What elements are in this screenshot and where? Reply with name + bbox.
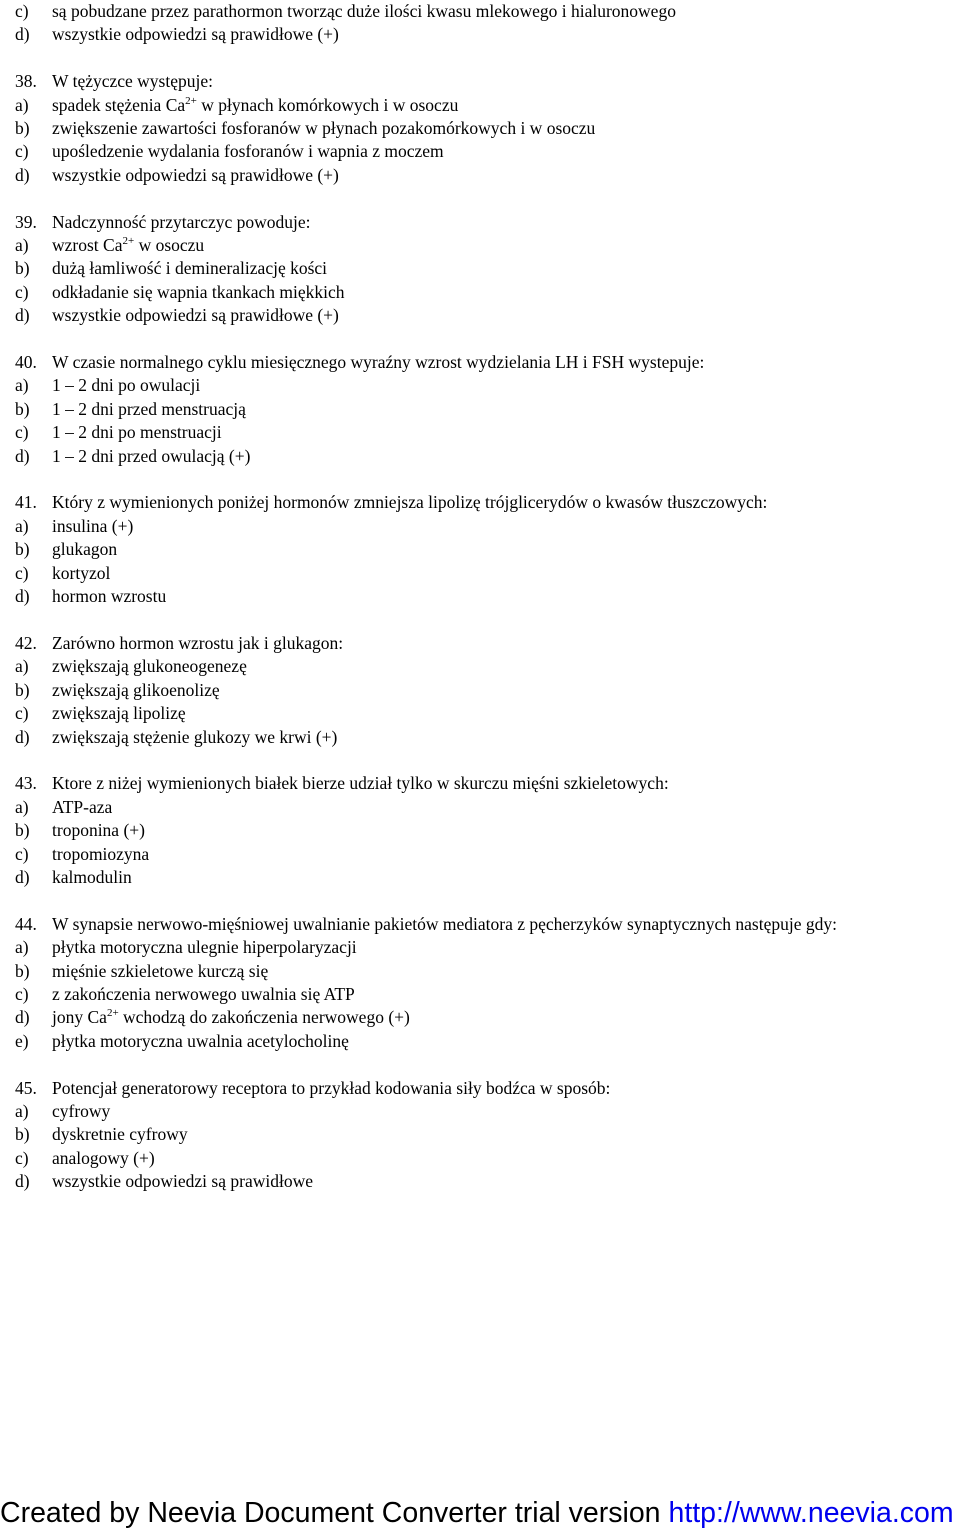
question-stem: Ktore z niżej wymienionych białek bierze udział tylko w skurczu mięśni szkieletowych: <box>52 773 669 794</box>
option-label: a) <box>15 1100 29 1121</box>
answer-option <box>15 538 945 561</box>
option-text: wzrost $Ca^{2+}$ w osoczu <box>52 235 205 256</box>
option-text: jony $Ca^{2+}$ wchodzą do zakończenia nerwowego (+) <box>52 1007 410 1028</box>
option-text: spadek stężenia $Ca^{2+}$ w płynach komórkowych i w osoczu <box>52 94 459 115</box>
answer-option <box>15 281 945 304</box>
option-label: b) <box>15 398 30 419</box>
answer-option <box>15 94 945 117</box>
option-label: b) <box>15 960 30 981</box>
option-text: mięśnie szkieletowe kurczą się <box>52 960 269 981</box>
option-label: a) <box>15 515 29 536</box>
option-label: c) <box>15 1 29 21</box>
answer-option <box>15 702 945 725</box>
option-label: b) <box>15 820 30 841</box>
option-text: troponina (+) <box>52 820 145 841</box>
option-label: c) <box>15 843 29 864</box>
answer-option <box>15 374 945 397</box>
option-label: d) <box>15 1007 30 1028</box>
superscript-charge: 2+ <box>185 94 197 107</box>
option-label: a) <box>15 796 29 817</box>
answer-option <box>15 117 945 140</box>
question-number: 41. <box>15 492 37 513</box>
answer-option <box>15 1030 945 1053</box>
answer-option <box>15 0 945 23</box>
option-text: zwiększają lipolizę <box>52 703 186 724</box>
option-label: a) <box>15 937 29 958</box>
option-label: c) <box>15 1147 29 1168</box>
option-text: wszystkie odpowiedzi są prawidłowe (+) <box>52 164 339 185</box>
answer-option <box>15 515 945 538</box>
option-text: płytka motoryczna uwalnia acetylocholinę <box>52 1030 349 1051</box>
answer-option <box>15 936 945 959</box>
question-number: 39. <box>15 211 37 232</box>
option-label: c) <box>15 983 29 1004</box>
option-label: e) <box>15 1030 29 1051</box>
answer-option <box>15 257 945 280</box>
document-body <box>15 0 945 1194</box>
option-label: d) <box>15 305 30 326</box>
option-text: hormon wzrostu <box>52 586 167 607</box>
answer-option <box>15 421 945 444</box>
option-text: zwiększają stężenie glukozy we krwi (+) <box>52 726 338 747</box>
question-stem: W czasie normalnego cyklu miesięcznego wyraźny wzrost wydzielania LH i FSH wystepuje: <box>52 352 705 373</box>
option-text: upośledzenie wydalania fosforanów i wapnia z moczem <box>52 141 444 162</box>
answer-option <box>15 866 945 889</box>
option-text: kortyzol <box>52 562 111 583</box>
footer-link[interactable]: http://www.neevia.com <box>668 1497 954 1529</box>
option-label: d) <box>15 24 30 45</box>
answer-option <box>15 164 945 187</box>
question-number: 45. <box>15 1077 37 1098</box>
option-text: ATP-aza <box>52 796 113 817</box>
question-stem: Nadczynność przytarczyc powoduje: <box>52 211 311 232</box>
question-39 <box>15 211 945 234</box>
converter-watermark-footer <box>0 1494 960 1532</box>
option-text: są pobudzane przez parathormon tworząc duże ilości kwasu mlekowego i hialuronowego <box>52 1 676 21</box>
question-stem: Potencjał generatorowy receptora to przykład kodowania siły bodźca w sposób: <box>52 1077 611 1098</box>
answer-option <box>15 1170 945 1193</box>
answer-option <box>15 983 945 1006</box>
question-45 <box>15 1077 945 1100</box>
question-42 <box>15 632 945 655</box>
answer-option <box>15 843 945 866</box>
option-text: analogowy (+) <box>52 1147 155 1168</box>
answer-option <box>15 398 945 421</box>
option-label: d) <box>15 445 30 466</box>
option-label: c) <box>15 141 29 162</box>
option-label: b) <box>15 1124 30 1145</box>
answer-option <box>15 726 945 749</box>
option-text: 1 – 2 dni przed menstruacją <box>52 398 246 419</box>
answer-option <box>15 679 945 702</box>
option-text: płytka motoryczna ulegnie hiperpolaryzacji <box>52 937 357 958</box>
question-number: 42. <box>15 632 37 653</box>
question-38 <box>15 70 945 93</box>
option-text: zwiększenie zawartości fosforanów w płynach pozakomórkowych i w osoczu <box>52 118 596 139</box>
option-label: d) <box>15 866 30 887</box>
option-label: a) <box>15 94 29 115</box>
option-label: d) <box>15 586 30 607</box>
option-label: a) <box>15 235 29 256</box>
question-stem: Zarówno hormon wzrostu jak i glukagon: <box>52 632 344 653</box>
option-text: dyskretnie cyfrowy <box>52 1124 188 1145</box>
option-label: c) <box>15 562 29 583</box>
superscript-charge: 2+ <box>106 1007 119 1020</box>
option-text: wszystkie odpowiedzi są prawidłowe <box>52 1171 313 1192</box>
answer-option <box>15 445 945 468</box>
option-label: d) <box>15 1171 30 1192</box>
option-text: cyfrowy <box>52 1100 111 1121</box>
option-text: kalmodulin <box>52 866 132 887</box>
question-40 <box>15 351 945 374</box>
answer-option <box>15 796 945 819</box>
answer-option <box>15 960 945 983</box>
answer-option <box>15 234 945 257</box>
question-number: 44. <box>15 913 37 934</box>
option-label: b) <box>15 539 30 560</box>
option-label: b) <box>15 679 30 700</box>
option-label: b) <box>15 118 30 139</box>
answer-option <box>15 1006 945 1029</box>
option-text: zwiększają glikoenolizę <box>52 679 220 700</box>
option-text: odkładanie się wapnia tkankach miękkich <box>52 281 345 302</box>
option-label: c) <box>15 281 29 302</box>
question-44 <box>15 913 945 936</box>
question-stem: W tężyczce występuje: <box>52 71 213 92</box>
superscript-charge: 2+ <box>122 235 135 248</box>
question-number: 43. <box>15 773 37 794</box>
option-text: 1 – 2 dni po menstruacji <box>52 422 222 443</box>
option-text: glukagon <box>52 539 118 560</box>
question-number: 40. <box>15 352 37 373</box>
question-stem: W synapsie nerwowo-mięśniowej uwalnianie pakietów mediatora z pęcherzyków synaptycznych następuje gdy: <box>52 913 837 934</box>
option-text: insulina (+) <box>52 515 134 536</box>
question-41 <box>15 491 945 514</box>
answer-option <box>15 655 945 678</box>
footer-text: Created by Neevia Document Converter trial version <box>0 1497 669 1529</box>
option-text: 1 – 2 dni po owulacji <box>52 375 201 396</box>
answer-option <box>15 23 945 46</box>
option-text: wszystkie odpowiedzi są prawidłowe (+) <box>52 305 339 326</box>
option-text: 1 – 2 dni przed owulacją (+) <box>52 445 251 466</box>
answer-option <box>15 585 945 608</box>
answer-option <box>15 562 945 585</box>
option-text: z zakończenia nerwowego uwalnia się ATP <box>52 983 355 1004</box>
answer-option <box>15 140 945 163</box>
answer-option <box>15 819 945 842</box>
option-label: c) <box>15 422 29 443</box>
option-text: dużą łamliwość i demineralizację kości <box>52 258 328 279</box>
answer-option <box>15 304 945 327</box>
option-label: b) <box>15 258 30 279</box>
option-text: tropomiozyna <box>52 843 150 864</box>
option-text: wszystkie odpowiedzi są prawidłowe (+) <box>52 24 339 45</box>
answer-option <box>15 1123 945 1146</box>
option-label: d) <box>15 164 30 185</box>
answer-option <box>15 1100 945 1123</box>
option-label: d) <box>15 726 30 747</box>
question-stem: Który z wymienionych poniżej hormonów zmniejsza lipolizę trójglicerydów o kwasów tłuszczowych: <box>52 492 768 513</box>
question-43 <box>15 772 945 795</box>
option-label: a) <box>15 656 29 677</box>
answer-option <box>15 1147 945 1170</box>
option-label: a) <box>15 375 29 396</box>
question-number: 38. <box>15 71 37 92</box>
option-text: zwiększają glukoneogenezę <box>52 656 247 677</box>
option-label: c) <box>15 703 29 724</box>
